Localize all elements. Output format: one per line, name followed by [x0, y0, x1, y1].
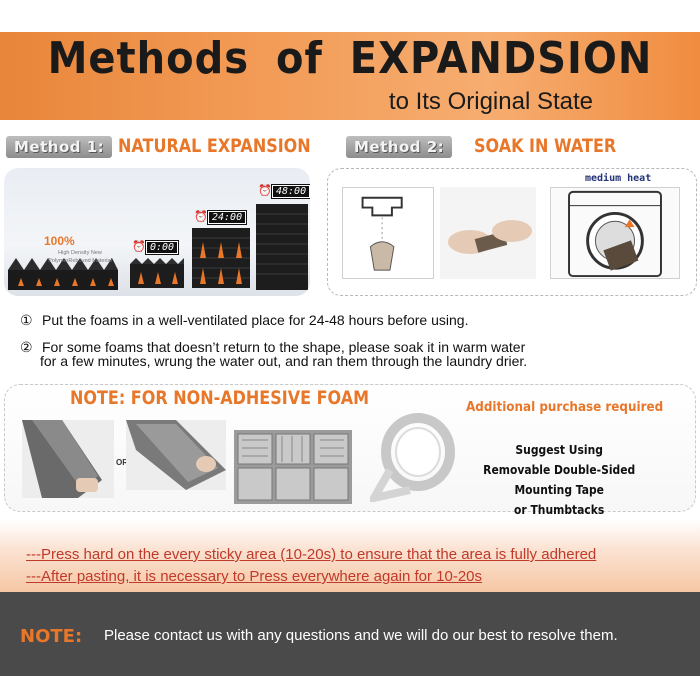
footer-contact-text: Please contact us with any questions and we will do our best to resolve them.: [104, 627, 618, 644]
additional-purchase-label: Additional purchase required: [466, 400, 664, 415]
double-sided-tape-image: [370, 410, 460, 502]
step-1-number: ①: [20, 312, 33, 328]
foam-stack-tall: [256, 204, 308, 290]
percent-label: 100%: [44, 234, 75, 248]
percent-description: High Density New PolymerRebound Material: [48, 250, 112, 264]
step-2-continued: [40, 353, 527, 369]
suggest-line-3: or Thumbtacks: [514, 502, 605, 517]
press-line-1: ---Press hard on the every sticky area (10-20s) to ensure that the area is fully adhered: [26, 546, 597, 563]
method2-tag: Method 2:: [346, 136, 452, 158]
page-title: Methods of EXPANDSION: [47, 34, 653, 84]
method2-name: SOAK IN WATER: [474, 134, 617, 157]
foam-panel-image-2: [126, 420, 226, 490]
wringing-hands-image: [440, 187, 536, 279]
press-instructions-band: [0, 520, 700, 592]
foam-panel-image-1: [22, 420, 114, 498]
header-banner: [0, 32, 700, 120]
wall-panels-image: [234, 430, 352, 504]
alarm-clock-icon: ⏰: [258, 185, 272, 197]
method1-name: NATURAL EXPANSION: [118, 134, 311, 157]
foam-stack-medium: [192, 228, 250, 288]
suggest-line-1: Suggest Using: [515, 442, 603, 457]
footer-bar: [0, 592, 700, 676]
note-title: NOTE: FOR NON-ADHESIVE FOAM: [70, 386, 369, 409]
soak-in-water-panel: [327, 168, 697, 296]
washing-machine-image: [550, 187, 680, 279]
press-line-2: ---After pasting, it is necessary to Press everywhere again for 10-20s: [26, 568, 483, 585]
step-2-text-line2: for a few minutes, wrung the water out, and ran them through the laundry drier.: [40, 353, 528, 369]
suggest-text: [456, 440, 662, 520]
alarm-clock-icon: ⏰: [132, 241, 146, 253]
natural-expansion-panel: [4, 168, 310, 296]
or-label: OR: [116, 458, 128, 467]
faucet-image: [342, 187, 434, 279]
method1-tag: Method 1:: [6, 136, 112, 158]
suggest-line-2: Removable Double-Sided Mounting Tape: [483, 462, 636, 497]
step-1-text: Put the foams in a well-ventilated place for 24-48 hours before using.: [42, 312, 469, 328]
step-2-number: ②: [20, 339, 33, 355]
page-subtitle: to Its Original State: [388, 88, 593, 115]
foam-stack-small: [130, 258, 184, 288]
footer-note-label: NOTE:: [20, 626, 83, 647]
timer-48: 48:00: [272, 185, 310, 198]
timer-0: 0:00: [146, 241, 178, 254]
alarm-clock-icon: ⏰: [194, 211, 208, 223]
step-1: [20, 312, 468, 328]
timer-24: 24:00: [208, 211, 246, 224]
medium-heat-label: medium heat: [585, 173, 652, 184]
step-2-text-line1: For some foams that doesn’t return to the shape, please soak it in warm water: [42, 339, 526, 355]
